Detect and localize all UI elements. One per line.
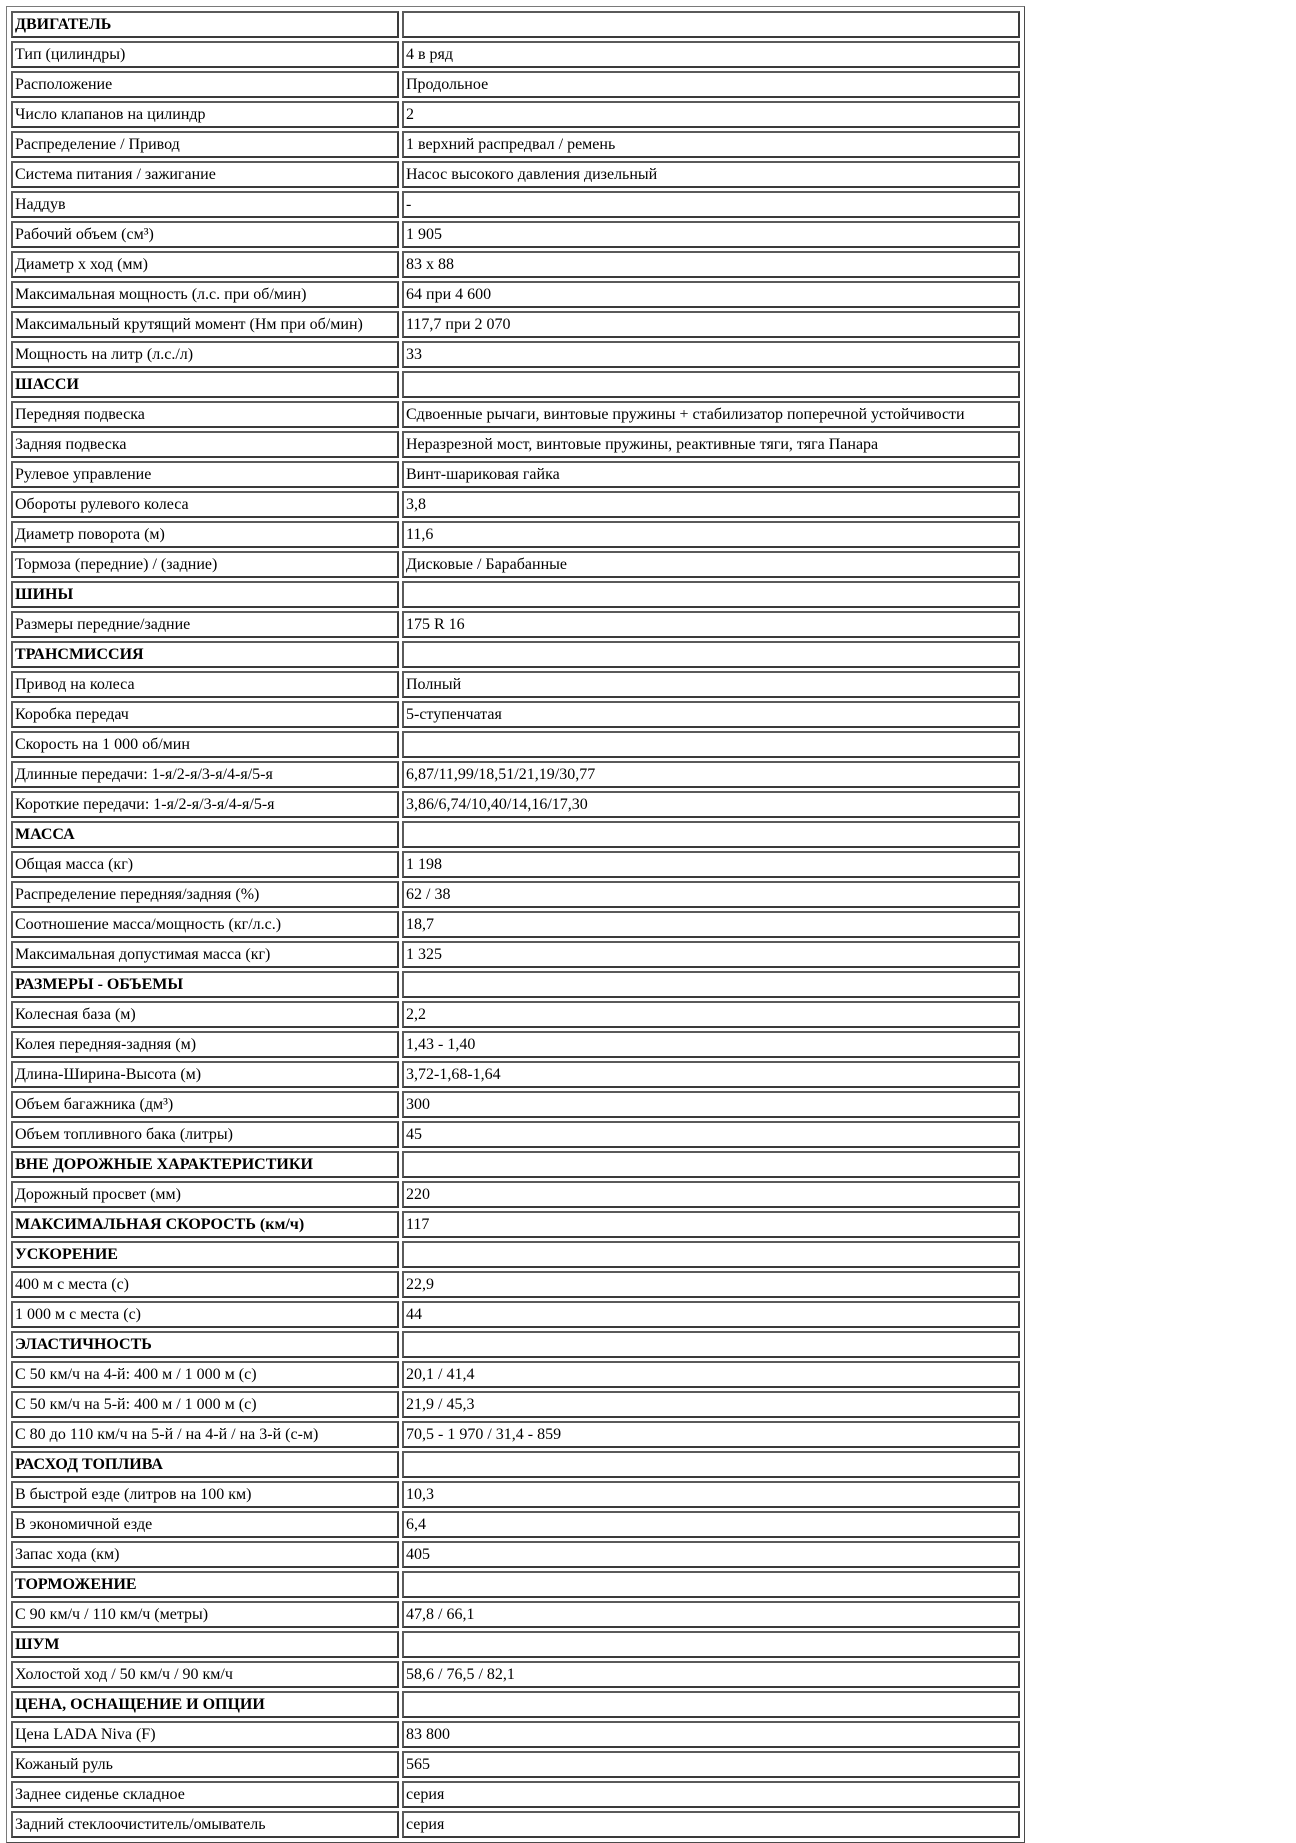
spec-value: 1,43 - 1,40	[402, 1031, 1020, 1058]
spec-label: Кожаный руль	[11, 1751, 399, 1778]
spec-label: В быстрой езде (литров на 100 км)	[11, 1481, 399, 1508]
table-row	[11, 851, 1020, 878]
spec-value: Винт-шариковая гайка	[402, 461, 1020, 488]
section-header: УСКОРЕНИЕ	[11, 1241, 399, 1268]
table-row	[11, 671, 1020, 698]
spec-label: Наддув	[11, 191, 399, 218]
spec-label: Обороты рулевого колеса	[11, 491, 399, 518]
spec-value	[402, 581, 1020, 608]
table-row	[11, 731, 1020, 758]
spec-label: Система питания / зажигание	[11, 161, 399, 188]
section-header: ЦЕНА, ОСНАЩЕНИЕ И ОПЦИИ	[11, 1691, 399, 1718]
section-header: ШИНЫ	[11, 581, 399, 608]
table-row	[11, 701, 1020, 728]
table-row	[11, 71, 1020, 98]
table-row	[11, 1541, 1020, 1568]
spec-label: Соотношение масса/мощность (кг/л.с.)	[11, 911, 399, 938]
section-row	[11, 1451, 1020, 1478]
spec-label: Объем топливного бака (литры)	[11, 1121, 399, 1148]
section-row	[11, 11, 1020, 38]
table-row	[11, 1091, 1020, 1118]
table-row	[11, 251, 1020, 278]
table-row	[11, 1781, 1020, 1808]
table-row	[11, 611, 1020, 638]
spec-value	[402, 1331, 1020, 1358]
table-row	[11, 1121, 1020, 1148]
spec-value: Дисковые / Барабанные	[402, 551, 1020, 578]
table-row	[11, 1271, 1020, 1298]
spec-value	[402, 1241, 1020, 1268]
spec-value: 33	[402, 341, 1020, 368]
table-row	[11, 431, 1020, 458]
spec-value: 1 905	[402, 221, 1020, 248]
section-header: РАСХОД ТОПЛИВА	[11, 1451, 399, 1478]
spec-value: 83 800	[402, 1721, 1020, 1748]
section-header: ДВИГАТЕЛЬ	[11, 11, 399, 38]
spec-label: Задняя подвеска	[11, 431, 399, 458]
spec-value: 300	[402, 1091, 1020, 1118]
spec-value: 1 верхний распредвал / ремень	[402, 131, 1020, 158]
spec-label: Рабочий объем (см³)	[11, 221, 399, 248]
spec-value: 47,8 / 66,1	[402, 1601, 1020, 1628]
section-row	[11, 1211, 1020, 1238]
section-row	[11, 581, 1020, 608]
spec-value: 83 x 88	[402, 251, 1020, 278]
spec-label: Колея передняя-задняя (м)	[11, 1031, 399, 1058]
section-row	[11, 1241, 1020, 1268]
spec-label: Распределение / Привод	[11, 131, 399, 158]
table-row	[11, 131, 1020, 158]
spec-value: 3,72-1,68-1,64	[402, 1061, 1020, 1088]
spec-label: Короткие передачи: 1-я/2-я/3-я/4-я/5-я	[11, 791, 399, 818]
table-row	[11, 461, 1020, 488]
spec-value: 64 при 4 600	[402, 281, 1020, 308]
spec-value: 220	[402, 1181, 1020, 1208]
section-header: ШАССИ	[11, 371, 399, 398]
section-row	[11, 821, 1020, 848]
spec-value	[402, 1631, 1020, 1658]
spec-value	[402, 1451, 1020, 1478]
spec-value: 20,1 / 41,4	[402, 1361, 1020, 1388]
table-row	[11, 1601, 1020, 1628]
spec-value: 117,7 при 2 070	[402, 311, 1020, 338]
spec-value: 58,6 / 76,5 / 82,1	[402, 1661, 1020, 1688]
section-row	[11, 971, 1020, 998]
spec-value: Насос высокого давления дизельный	[402, 161, 1020, 188]
spec-label: 400 м с места (с)	[11, 1271, 399, 1298]
spec-label: Коробка передач	[11, 701, 399, 728]
spec-label: Расположение	[11, 71, 399, 98]
spec-label: Цена LADA Niva (F)	[11, 1721, 399, 1748]
spec-value: 1 198	[402, 851, 1020, 878]
table-row	[11, 551, 1020, 578]
spec-value	[402, 821, 1020, 848]
table-row	[11, 281, 1020, 308]
spec-label: Холостой ход / 50 км/ч / 90 км/ч	[11, 1661, 399, 1688]
table-row	[11, 881, 1020, 908]
spec-label: С 50 км/ч на 4-й: 400 м / 1 000 м (с)	[11, 1361, 399, 1388]
table-row	[11, 1391, 1020, 1418]
spec-value: 6,4	[402, 1511, 1020, 1538]
spec-value: Сдвоенные рычаги, винтовые пружины + стабилизатор поперечной устойчивости	[402, 401, 1020, 428]
table-row	[11, 761, 1020, 788]
table-row	[11, 401, 1020, 428]
spec-label: Скорость на 1 000 об/мин	[11, 731, 399, 758]
spec-value: серия	[402, 1781, 1020, 1808]
spec-value: 565	[402, 1751, 1020, 1778]
spec-label: Длина-Ширина-Высота (м)	[11, 1061, 399, 1088]
spec-value	[402, 971, 1020, 998]
section-header: ВНЕ ДОРОЖНЫЕ ХАРАКТЕРИСТИКИ	[11, 1151, 399, 1178]
spec-value: 21,9 / 45,3	[402, 1391, 1020, 1418]
spec-value: 117	[402, 1211, 1020, 1238]
spec-value: 175 R 16	[402, 611, 1020, 638]
spec-value: 22,9	[402, 1271, 1020, 1298]
table-row	[11, 1301, 1020, 1328]
table-row	[11, 911, 1020, 938]
section-row	[11, 1571, 1020, 1598]
spec-value: 3,86/6,74/10,40/14,16/17,30	[402, 791, 1020, 818]
spec-value: 405	[402, 1541, 1020, 1568]
spec-value: 44	[402, 1301, 1020, 1328]
table-row	[11, 1181, 1020, 1208]
spec-label: Привод на колеса	[11, 671, 399, 698]
spec-label: Мощность на литр (л.с./л)	[11, 341, 399, 368]
spec-label: Максимальная допустимая масса (кг)	[11, 941, 399, 968]
spec-value: 70,5 - 1 970 / 31,4 - 859	[402, 1421, 1020, 1448]
section-header: РАЗМЕРЫ - ОБЪЕМЫ	[11, 971, 399, 998]
table-row	[11, 311, 1020, 338]
spec-value: -	[402, 191, 1020, 218]
spec-value	[402, 11, 1020, 38]
spec-value: 4 в ряд	[402, 41, 1020, 68]
section-row	[11, 1151, 1020, 1178]
spec-table-body	[11, 11, 1020, 1838]
table-row	[11, 341, 1020, 368]
spec-value: 11,6	[402, 521, 1020, 548]
spec-value: 18,7	[402, 911, 1020, 938]
spec-value: Неразрезной мост, винтовые пружины, реактивные тяги, тяга Панара	[402, 431, 1020, 458]
spec-label: Рулевое управление	[11, 461, 399, 488]
spec-label: 1 000 м с места (с)	[11, 1301, 399, 1328]
table-row	[11, 1721, 1020, 1748]
spec-value: 3,8	[402, 491, 1020, 518]
spec-label: Размеры передние/задние	[11, 611, 399, 638]
spec-value	[402, 1691, 1020, 1718]
spec-value	[402, 1151, 1020, 1178]
table-row	[11, 1361, 1020, 1388]
spec-value: 5-ступенчатая	[402, 701, 1020, 728]
section-header: ТРАНСМИССИЯ	[11, 641, 399, 668]
section-row	[11, 1331, 1020, 1358]
table-row	[11, 1751, 1020, 1778]
table-row	[11, 1811, 1020, 1838]
spec-value: 10,3	[402, 1481, 1020, 1508]
table-row	[11, 221, 1020, 248]
spec-value	[402, 371, 1020, 398]
section-header: ТОРМОЖЕНИЕ	[11, 1571, 399, 1598]
spec-value: 2	[402, 101, 1020, 128]
spec-label: Тип (цилиндры)	[11, 41, 399, 68]
spec-label: Максимальная мощность (л.с. при об/мин)	[11, 281, 399, 308]
table-row	[11, 1481, 1020, 1508]
table-row	[11, 1421, 1020, 1448]
spec-value	[402, 731, 1020, 758]
spec-label: Диаметр х ход (мм)	[11, 251, 399, 278]
section-row	[11, 371, 1020, 398]
spec-label: Распределение передняя/задняя (%)	[11, 881, 399, 908]
section-row	[11, 1631, 1020, 1658]
spec-label: Длинные передачи: 1-я/2-я/3-я/4-я/5-я	[11, 761, 399, 788]
spec-value: 45	[402, 1121, 1020, 1148]
table-row	[11, 941, 1020, 968]
spec-label: Число клапанов на цилиндр	[11, 101, 399, 128]
table-row	[11, 1061, 1020, 1088]
spec-label: Задний стеклоочиститель/омыватель	[11, 1811, 399, 1838]
table-row	[11, 491, 1020, 518]
table-row	[11, 101, 1020, 128]
table-row	[11, 1031, 1020, 1058]
spec-label: Диаметр поворота (м)	[11, 521, 399, 548]
spec-label: С 80 до 110 км/ч на 5-й / на 4-й / на 3-й (с-м)	[11, 1421, 399, 1448]
spec-table-frame	[6, 6, 1025, 1843]
table-row	[11, 791, 1020, 818]
spec-label: Колесная база (м)	[11, 1001, 399, 1028]
spec-value	[402, 641, 1020, 668]
spec-label: Заднее сиденье складное	[11, 1781, 399, 1808]
table-row	[11, 1511, 1020, 1538]
spec-label: Общая масса (кг)	[11, 851, 399, 878]
section-header: ЭЛАСТИЧНОСТЬ	[11, 1331, 399, 1358]
table-row	[11, 521, 1020, 548]
spec-table	[8, 8, 1023, 1841]
spec-label: Максимальный крутящий момент (Нм при об/мин)	[11, 311, 399, 338]
spec-label: Дорожный просвет (мм)	[11, 1181, 399, 1208]
section-row	[11, 1691, 1020, 1718]
table-row	[11, 41, 1020, 68]
spec-value: 6,87/11,99/18,51/21,19/30,77	[402, 761, 1020, 788]
spec-label: Объем багажника (дм³)	[11, 1091, 399, 1118]
section-header: ШУМ	[11, 1631, 399, 1658]
spec-label: В экономичной езде	[11, 1511, 399, 1538]
spec-value: серия	[402, 1811, 1020, 1838]
spec-value: Продольное	[402, 71, 1020, 98]
section-header: МАКСИМАЛЬНАЯ СКОРОСТЬ (км/ч)	[11, 1211, 399, 1238]
spec-label: С 90 км/ч / 110 км/ч (метры)	[11, 1601, 399, 1628]
spec-value	[402, 1571, 1020, 1598]
spec-value: 2,2	[402, 1001, 1020, 1028]
spec-label: Передняя подвеска	[11, 401, 399, 428]
table-row	[11, 161, 1020, 188]
spec-value: Полный	[402, 671, 1020, 698]
table-row	[11, 1661, 1020, 1688]
spec-value: 62 / 38	[402, 881, 1020, 908]
section-row	[11, 641, 1020, 668]
spec-label: Запас хода (км)	[11, 1541, 399, 1568]
spec-label: Тормоза (передние) / (задние)	[11, 551, 399, 578]
spec-label: С 50 км/ч на 5-й: 400 м / 1 000 м (с)	[11, 1391, 399, 1418]
section-header: МАССА	[11, 821, 399, 848]
table-row	[11, 1001, 1020, 1028]
table-row	[11, 191, 1020, 218]
spec-value: 1 325	[402, 941, 1020, 968]
